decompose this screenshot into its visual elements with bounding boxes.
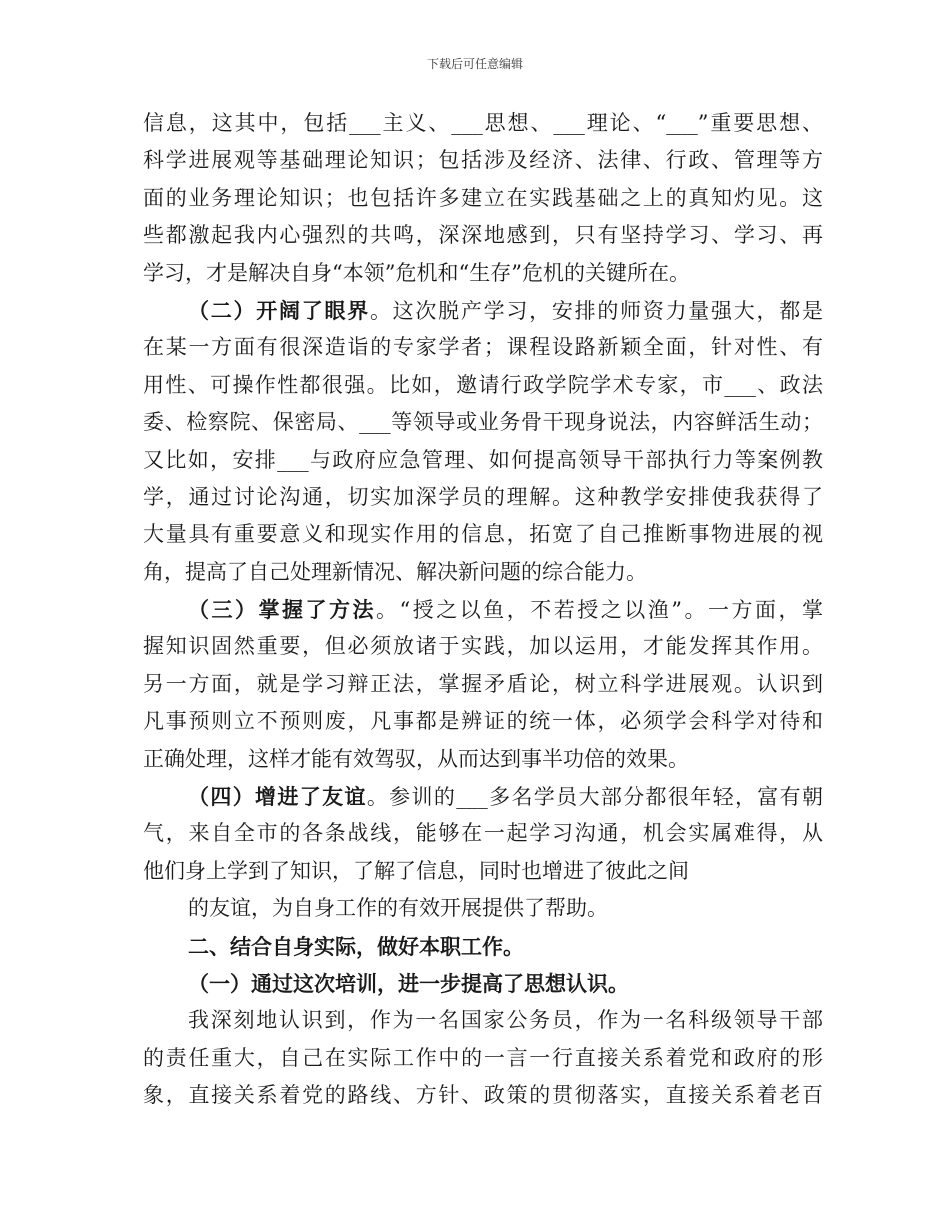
bold-heading-text: （四）增进了友谊: [188, 784, 367, 810]
paragraph-line: [143, 853, 823, 890]
body-text: 又比如，安排___与政府应急管理、如何提高领导干部执行力等案例教: [143, 447, 823, 472]
paragraph-line: [143, 1002, 823, 1039]
body-text: 。这次脱产学习，安排的师资力量强大，都是: [369, 298, 824, 323]
paragraph-line: [143, 292, 823, 329]
body-text: 气，来自全市的各条战线，能够在一起学习沟通，机会实属难得，从: [143, 821, 823, 846]
paragraph-line: [143, 255, 823, 292]
body-text: 他们身上学到了知识，了解了信息，同时也增进了彼此之间: [143, 858, 689, 883]
paragraph-line: [143, 329, 823, 366]
document-body: [143, 105, 823, 1115]
paragraph-line: [143, 703, 823, 740]
body-text: 信息，这其中，包括___主义、___思想、___理论、“___”重要思想、: [143, 111, 823, 135]
paragraph-line: [143, 628, 823, 665]
paragraph-line: [143, 479, 823, 516]
paragraph-line: [143, 890, 823, 927]
paragraph-line: [143, 404, 823, 441]
paragraph-line: [143, 442, 823, 479]
paragraph-line: [143, 778, 823, 815]
body-text: 在某一方面有很深造诣的专家学者；课程设路新颖全面，针对性、有: [143, 335, 823, 360]
body-text: 用性、可操作性都很强。比如，邀请行政学院学术专家，市___、政法: [143, 372, 823, 397]
body-text: 科学进展观等基础理论知识；包括涉及经济、法律、行政、管理等方: [143, 148, 823, 173]
paragraph-line: [143, 180, 823, 217]
paragraph-line: [143, 741, 823, 778]
paragraph-line: [143, 965, 823, 1002]
bold-heading-text: 二、结合自身实际，做好本职工作。: [188, 933, 524, 959]
body-text: 另一方面，就是学习辩正法，掌握矛盾论，树立科学进展观。认识到: [143, 671, 823, 696]
body-text: 学习，才是解决自身“本领”危机和“生存”危机的关键所在。: [143, 260, 690, 285]
bold-heading-text: （一）通过这次培训，进一步提高了思想认识。: [188, 970, 629, 996]
body-text: 我深刻地认识到，作为一名国家公务员，作为一名科级领导干部: [188, 1008, 823, 1033]
body-text: 握知识固然重要，但必须放诸于实践，加以运用，才能发挥其作用。: [143, 634, 823, 659]
body-text: 大量具有重要意义和现实作用的信息，拓宽了自己推断事物进展的视: [143, 522, 823, 547]
paragraph-line: [143, 105, 823, 142]
paragraph-line: [143, 516, 823, 553]
body-text: 学，通过讨论沟通，切实加深学员的理解。这种教学安排使我获得了: [143, 484, 823, 509]
paragraph-line: [143, 217, 823, 254]
body-text: 角，提高了自己处理新情况、解决新问题的综合能力。: [143, 559, 647, 584]
paragraph-line: [143, 1077, 823, 1114]
page-header-note: 下载后可任意编辑: [426, 57, 523, 71]
paragraph-line: [143, 666, 823, 703]
body-text: 委、检察院、保密局、___等领导或业务骨干现身说法，内容鲜活生动；: [143, 410, 823, 435]
body-text: 。参训的___多名学员大部分都很年轻，富有朝: [366, 785, 824, 810]
body-text: 。“授之以鱼，不若授之以渔”。一方面，掌: [376, 598, 823, 623]
paragraph-line: [143, 1040, 823, 1077]
paragraph-line: [143, 367, 823, 404]
paragraph-line: [143, 591, 823, 628]
paragraph-line: [143, 142, 823, 179]
bold-heading-text: （三）掌握了方法: [188, 597, 377, 623]
paragraph-line: [143, 554, 823, 591]
body-text: 面的业务理论知识；也包括许多建立在实践基础之上的真知灼见。这: [143, 185, 823, 210]
body-text: 凡事预则立不预则废，凡事都是辨证的统一体，必须学会科学对待和: [143, 709, 823, 734]
body-text: 象，直接关系着党的路线、方针、政策的贯彻落实，直接关系着老百: [143, 1083, 823, 1108]
paragraph-line: [143, 928, 823, 965]
bold-heading-text: （二）开阔了眼界: [188, 297, 370, 323]
body-text: 的责任重大，自己在实际工作中的一言一行直接关系着党和政府的形: [143, 1045, 823, 1070]
body-text: 的友谊，为自身工作的有效开展提供了帮助。: [188, 896, 608, 921]
paragraph-line: [143, 815, 823, 852]
body-text: 些都激起我内心强烈的共鸣，深深地感到，只有坚持学习、学习、再: [143, 223, 823, 248]
body-text: 正确处理，这样才能有效驾驭，从而达到事半功倍的效果。: [143, 746, 689, 771]
